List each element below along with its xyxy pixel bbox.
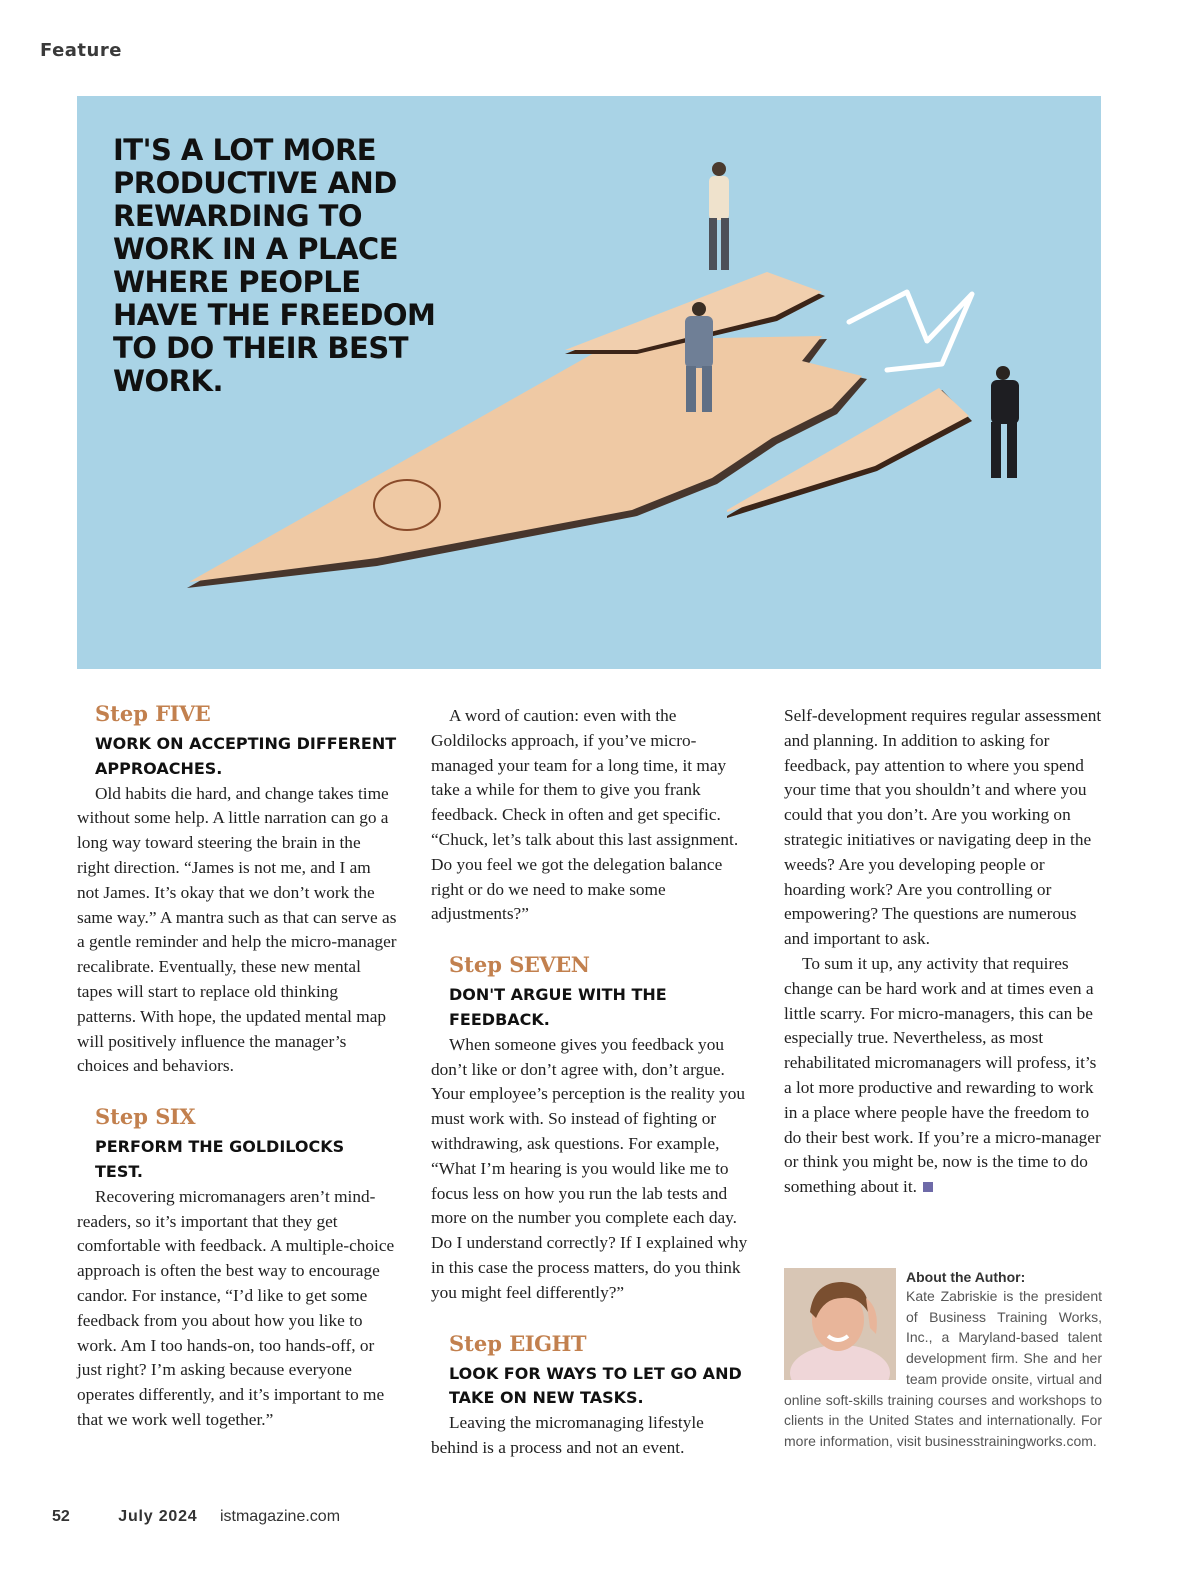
section-label: Feature [40,40,122,61]
paragraph: Leaving the micromanaging lifestyle behind is a process and not an event. [431,1413,704,1457]
site-url: istmagazine.com [219,1508,341,1525]
column-1 [77,700,397,1433]
author-photo [784,1268,896,1380]
figure-right [991,366,1019,478]
paragraph: Old habits die hard, and change takes time without some help. A little narration can go a long way toward steering the brain in the right direction. “James is not me, and I am not James. It’s okay that we don’t work the same way.” A mantra such as that can serve as a gentle reminder and help the micro-manager recalibrate. Eventually, these new mental tapes will start to replace old thinking patterns. With hope, the updated mental map will positively influence the manager’s choices and behaviors. [77,783,397,1076]
step-seven-title: DON'T ARGUE WITH THE FEEDBACK. [449,985,667,1029]
paragraph: When someone gives you feedback you don’t like or don’t agree with, don’t argue. Your employee’s perception is the reality you must work with. So instead of fighting or withdrawing, ask questions. For example, “What I’m hearing is you would like me to focus less on how you run the lab tests and more on the number you complete each day. Do I understand correctly? If I explained why in this case the process matters, do you think you might feel differently?” [431,1034,748,1302]
end-mark-icon [923,1182,933,1192]
column-2 [431,704,751,1461]
column-3 [784,704,1104,1200]
step-six-heading: Step SIX [95,1104,196,1130]
footer [52,1508,652,1526]
step-eight-heading: Step EIGHT [449,1330,586,1356]
author-box [784,1268,1102,1452]
issue-date: July 2024 [118,1508,198,1525]
step-eight-title: LOOK FOR WAYS TO LET GO AND TAKE ON NEW TASKS. [449,1363,742,1408]
author-bio: Kate Zabriskie is the president of Business Training Works, Inc., a Maryland-based talent development firm. She and her team provide onsite, virtual and online soft-skills training courses and workshops to clients in the United States and internationally. For more information, visit businesstrainingworks.com. [784,1288,1102,1449]
paragraph: Self-development requires regular assessment and planning. In addition to asking for feedback, pay attention to where you spend your time that you shouldn’t and where you could that you don’t. Are you working on strategic initiatives or navigating deep in the weeds? Are you developing people or hoarding work? Are you controlling or empowering? The questions are numerous and important to ask. [784,706,1102,949]
paragraph: A word of caution: even with the Goldilocks approach, if you’ve micro-managed your team for a long time, it may take a while for them to give you frank feedback. Check in often and get specific. “Chuck, let’s talk about this last assignment. Do you feel we got the delegation balance right or do we need to make some adjustments?” [431,706,739,924]
paragraph: To sum it up, any activity that requires change can be hard work and at times even a little scarry. For micro-managers, this can be especially true. Nevertheless, as most rehabilitated micromanagers will profess, it’s a lot more productive and rewarding to work in a place where people have the freedom to do their best work. If you’re a micro-manager or think you might be, now is the time to do something about it. [784,953,1101,1197]
step-five-heading: Step FIVE [95,701,211,726]
step-six-title: PERFORM THE GOLDILOCKS TEST. [95,1137,345,1181]
step-seven-heading: Step SEVEN [449,952,590,978]
paragraph: Recovering micromanagers aren’t mind-readers, so it’s important that they get comfortable with feedback. A multiple-choice approach is often the best way to encourage candor. For instance, “I’d like to get some feedback from you about how you like to work. Am I too hands-on, too hands-off, or just right? I’m asking because everyone operates differently, and it’s important to me that we work well together.” [77,1186,395,1429]
step-five-title: WORK ON ACCEPTING DIFFERENT APPROACHES. [95,734,397,778]
page-number: 52 [52,1508,70,1525]
figure-top [709,162,729,270]
hero-image [77,96,1101,669]
author-title: About the Author: [906,1269,1026,1285]
pull-quote: IT'S A LOT MORE PRODUCTIVE AND REWARDING TO WORK IN A PLACE WHERE PEOPLE HAVE THE FREEDOM TO DO THEIR BEST WORK. [113,133,436,398]
